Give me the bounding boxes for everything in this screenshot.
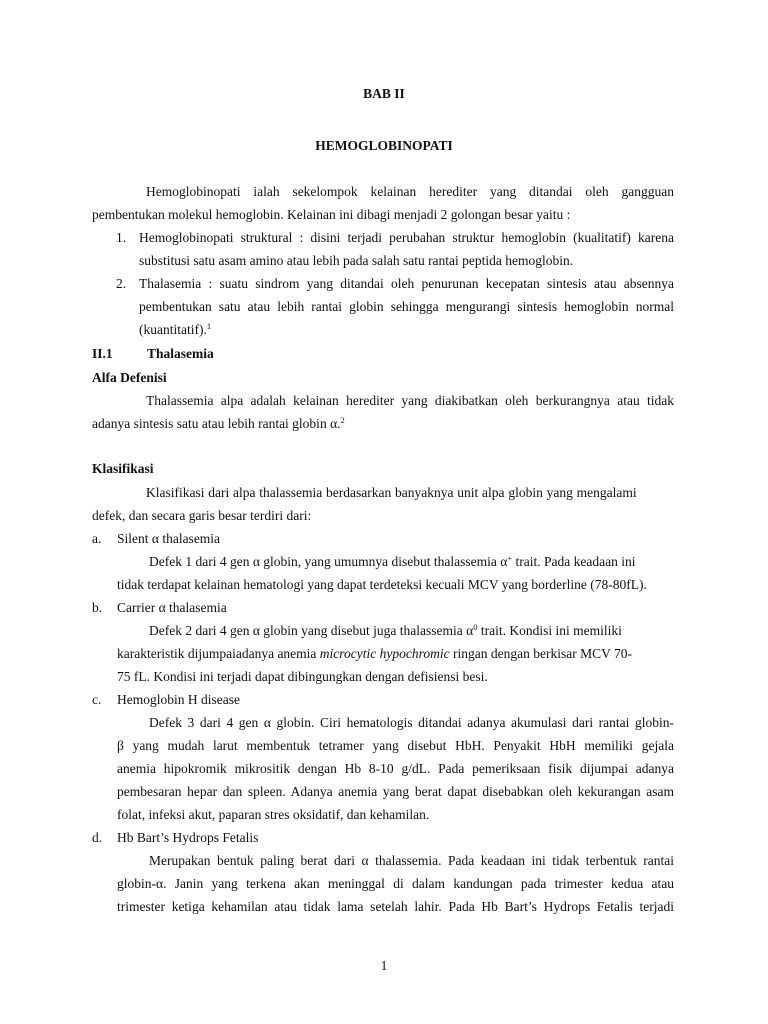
item-b-line-2: karakteristik dijumpaiadanya anemia microcytic hypochromic ringan dengan berkisar MCV 70-: [117, 646, 632, 661]
item-c-line-5: folat, infeksi akut, paparan stres oksidatif, dan kehamilan.: [117, 807, 430, 822]
list-item-1-line-1: Hemoglobinopati struktural : disini terjadi perubahan struktur hemoglobin (kualitatif) karena: [139, 230, 674, 245]
list-item-2-line-2: pembentukan satu atau lebih rantai globin sehingga mengurangi sintesis hemoglobin normal: [139, 299, 674, 314]
item-d-line-3: trimester ketiga kehamilan atau tidak lama setelah lahir. Pada Hb Bart’s Hydrops Fetalis terjadi: [117, 899, 674, 914]
item-a-letter: a.: [92, 531, 102, 546]
item-a-line-2: tidak terdapat kelainan hematologi yang dapat terdeteksi kecuali MCV yang borderline (78-80fL).: [117, 577, 647, 592]
footnote-ref-2: 2: [340, 415, 345, 425]
item-d-title: Hb Bart’s Hydrops Fetalis: [117, 830, 259, 845]
intro-line-2: pembentukan molekul hemoglobin. Kelainan ini dibagi menjadi 2 golongan besar yaitu :: [92, 207, 571, 222]
item-b-title: Carrier α thalasemia: [117, 600, 227, 615]
page-number: 1: [380, 958, 388, 973]
item-d-line-1: Merupakan bentuk paling berat dari α thalassemia. Pada keadaan ini tidak terbentuk rantai: [149, 853, 674, 868]
item-b-line-1: Defek 2 dari 4 gen α globin yang disebut juga thalassemia $\alpha^0$ trait. Kondisi ini memiliki: [149, 622, 622, 638]
item-c-letter: c.: [92, 692, 102, 707]
item-c-line-1: Defek 3 dari 4 gen α globin. Ciri hematologis ditandai adanya akumulasi dari rantai globin-: [149, 715, 674, 730]
defenisi-heading: Alfa Defenisi: [92, 370, 167, 385]
klasifikasi-line-2: defek, dan secara garis besar terdiri dari:: [92, 508, 312, 523]
list-item-2-line-1: Thalasemia : suatu sindrom yang ditandai oleh penurunan kecepatan sintesis atau absennya: [139, 276, 674, 291]
page-title: HEMOGLOBINOPATI: [315, 138, 453, 153]
list-number-1: 1.: [116, 230, 127, 245]
item-d-letter: d.: [92, 830, 103, 845]
item-c-line-2: β yang mudah larut membentuk tetramer yang disebut HbH. Penyakit HbH memiliki gejala: [117, 738, 674, 753]
defenisi-line-2: adanya sintesis satu atau lebih rantai globin α.$^2$: [92, 415, 345, 431]
defenisi-line-1: Thalassemia alpa adalah kelainan herediter yang diakibatkan oleh berkurangnya atau tidak: [146, 393, 674, 408]
item-b-line-3: 75 fL. Kondisi ini terjadi dapat dibingungkan dengan defisiensi besi.: [117, 669, 488, 684]
list-item-1-line-2: substitusi satu asam amino atau lebih pada salah satu rantai peptida hemoglobin.: [139, 253, 574, 268]
list-number-2: 2.: [116, 276, 127, 291]
item-c-line-3: anemia hipokromik mikrositik dengan Hb 8-10 g/dL. Pada pemeriksaan fisik dijumpai adanya: [117, 761, 674, 776]
intro-line-1: Hemoglobinopati ialah sekelompok kelainan herediter yang ditandai oleh gangguan: [146, 184, 674, 199]
footnote-ref-1: 1: [206, 321, 212, 331]
item-c-title: Hemoglobin H disease: [117, 692, 240, 707]
item-b-letter: b.: [92, 600, 103, 615]
item-c-line-4: pembesaran hepar dan spleen. Adanya anemia yang berat dapat disebabkan oleh kekurangan asam: [117, 784, 674, 799]
klasifikasi-heading: Klasifikasi: [92, 461, 154, 476]
list-item-2-line-3: (kuantitatif).$^1$: [139, 321, 212, 337]
klasifikasi-line-1: Klasifikasi dari alpa thalassemia berdasarkan banyaknya unit alpa globin yang mengalami: [146, 485, 637, 500]
item-d-line-2: globin-α. Janin yang terkena akan meninggal di dalam kandungan pada trimester kedua atau: [117, 876, 674, 891]
chapter-heading: BAB II: [363, 86, 405, 101]
item-a-title: Silent α thalasemia: [117, 531, 221, 546]
item-a-line-1: Defek 1 dari 4 gen α globin, yang umumnya disebut thalassemia α+ trait. Pada keadaan ini: [149, 553, 636, 569]
section-title: Thalasemia: [147, 346, 214, 361]
section-number: II.1: [92, 346, 113, 361]
